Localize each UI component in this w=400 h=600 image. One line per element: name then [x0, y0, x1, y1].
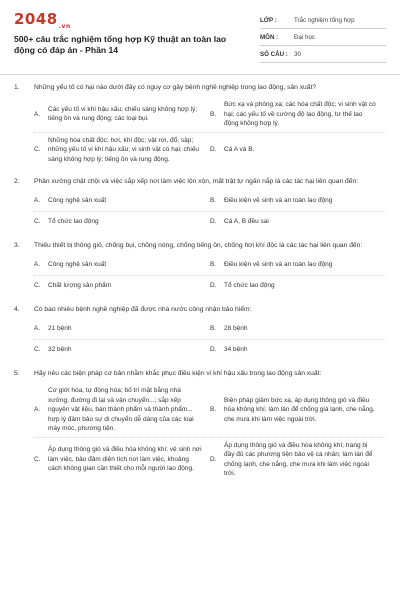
- option-row: [34, 276, 386, 296]
- option-letter: A.: [34, 406, 41, 414]
- option-d[interactable]: [210, 340, 386, 360]
- option-text: Những hóa chất độc; hơi, khí độc; vật rơi, đổ, sập; những yếu tố vi khí hậu xấu; vi sinh vật có hại; chiếu sáng không hợp lý; tiếng ồn và rung động.: [48, 136, 200, 163]
- option-row: [34, 255, 386, 276]
- option-letter: D.: [210, 345, 217, 353]
- option-text: Áp dụng thông gió và điều hòa không khí; vệ sinh nơi làm việc, bảo đảm diện tích nơi làm việc, khoảng cách không gian cần thiết cho mỗi người lao động.: [48, 446, 202, 473]
- option-text: Tổ chức lao động: [224, 281, 275, 289]
- meta-row-count: [260, 46, 386, 63]
- meta-key: LỚP :: [260, 16, 277, 24]
- question-text: [14, 305, 386, 315]
- option-letter: B.: [210, 261, 217, 269]
- meta-key: MÔN :: [260, 33, 279, 41]
- answer-options: [34, 255, 386, 295]
- option-b[interactable]: [210, 319, 386, 339]
- option-d[interactable]: [210, 212, 386, 232]
- option-text: Điều kiện vệ sinh và an toàn lao động: [224, 261, 333, 268]
- option-letter: B.: [210, 197, 217, 205]
- option-letter: D.: [210, 217, 217, 225]
- question-text: [14, 369, 386, 379]
- option-letter: C.: [34, 345, 41, 353]
- option-row: [34, 340, 386, 360]
- answer-options: [34, 319, 386, 359]
- option-a[interactable]: [34, 383, 210, 437]
- option-b[interactable]: [210, 255, 386, 275]
- option-b[interactable]: [210, 97, 386, 132]
- question-2: [14, 177, 386, 231]
- document-meta: [260, 12, 386, 63]
- option-row: [34, 212, 386, 232]
- header-left: [14, 10, 244, 56]
- option-a[interactable]: [34, 191, 210, 211]
- option-text: Tổ chức lao động: [48, 217, 99, 225]
- question-text: [14, 177, 386, 187]
- option-letter: D.: [210, 146, 217, 154]
- question-text: [14, 83, 386, 93]
- meta-key: SỐ CÂU :: [260, 50, 288, 58]
- option-text: Cả A và B.: [224, 146, 255, 153]
- option-text: 34 bệnh: [224, 345, 248, 353]
- option-text: Điều kiện vệ sinh và an toàn lao động: [224, 197, 333, 204]
- option-row: [34, 383, 386, 438]
- option-text: Áp dụng thông gió và điều hòa không khí; trang bị đầy đủ các phương tiện bảo vệ cá nhân; làm lán để chống lạnh, che nắng, che mưa khi làm việc ngoài trời.: [224, 441, 373, 477]
- question-text: [14, 241, 386, 251]
- option-row: [34, 438, 386, 482]
- question-number: 4.: [14, 306, 20, 313]
- answer-options: [34, 97, 386, 167]
- option-d[interactable]: [210, 438, 386, 482]
- meta-row-class: [260, 12, 386, 29]
- meta-value: Đại học: [294, 33, 315, 41]
- option-c[interactable]: [34, 276, 210, 296]
- option-text: Biện pháp giảm bức xạ, áp dụng thông gió và điều hòa không khí; làm lán để chống giá lạnh, che nắng, che mưa khi làm việc ngoài trời.: [224, 396, 375, 423]
- question-number: 5.: [14, 370, 20, 377]
- document-header: [14, 10, 386, 68]
- question-1: [14, 83, 386, 167]
- option-a[interactable]: [34, 255, 210, 275]
- option-d[interactable]: [210, 276, 386, 296]
- option-text: 32 bệnh: [48, 345, 72, 353]
- option-letter: A.: [34, 197, 41, 205]
- question-body: Những yếu tố có hại nào dưới đây có nguy cơ gây bệnh nghề nghiệp trong lao động, sản xuất?: [34, 84, 317, 91]
- option-letter: C.: [34, 146, 41, 154]
- question-4: [14, 305, 386, 359]
- option-letter: D.: [210, 456, 217, 463]
- logo-sub: .vn: [58, 23, 71, 30]
- question-number: 2.: [14, 178, 20, 185]
- option-letter: A.: [34, 261, 41, 269]
- option-text: Cơ giới hóa, tự động hóa; bố trí mặt bằng nhà xưởng, đường đi lại và vận chuyển...; sắp xếp nguyên vật liệu, bán thành phẩm và thành phẩm... hợp lý đảm bảo sự di chuyển dễ dàng của các loại máy móc, phương tiện.: [48, 387, 194, 432]
- option-letter: D.: [210, 281, 217, 289]
- option-letter: C.: [34, 281, 41, 289]
- option-row: [34, 133, 386, 168]
- option-letter: C.: [34, 456, 41, 463]
- option-letter: B.: [210, 406, 217, 414]
- option-text: Bức xạ và phóng xạ; các hóa chất độc; vi sinh vật có hại; các yếu tố về cường độ lao động, tư thế lao động không hợp lý.: [224, 101, 376, 127]
- option-text: Cả A, B đều sai: [224, 217, 269, 225]
- option-letter: B.: [210, 110, 217, 118]
- answer-options: [34, 191, 386, 231]
- option-row: [34, 191, 386, 212]
- meta-row-subject: [260, 29, 386, 46]
- question-number: 3.: [14, 242, 20, 249]
- option-c[interactable]: [34, 133, 210, 168]
- document-title: 500+ câu trắc nghiệm tổng hợp Kỹ thuật an toàn lao động có đáp án - Phần 14: [14, 34, 227, 55]
- question-body: Hãy nêu các biện pháp cơ bản nhằm khắc phục điều kiện vi khí hậu xấu trong lao động sản xuất:: [34, 370, 322, 377]
- option-text: Công nghệ sản xuất: [48, 261, 107, 268]
- option-d[interactable]: [210, 133, 386, 168]
- question-3: [14, 241, 386, 295]
- option-c[interactable]: [34, 212, 210, 232]
- question-number: 1.: [14, 84, 20, 91]
- question-5: [14, 369, 386, 482]
- option-c[interactable]: [34, 340, 210, 360]
- option-text: 28 bệnh: [224, 325, 248, 332]
- meta-value: 30: [294, 50, 301, 58]
- question-body: Có bao nhiêu bệnh nghề nghiệp đã được nhà nước công nhận bảo hiểm:: [34, 306, 252, 313]
- option-b[interactable]: [210, 383, 386, 437]
- site-logo[interactable]: [14, 10, 244, 30]
- option-letter: A.: [34, 110, 41, 118]
- answer-options: [34, 383, 386, 482]
- question-body: Thiếu thiết bị thông gió, chống bụi, chống nóng, chống tiếng ồn, chống hơi khí độc là các tác hại liên quan đến:: [34, 242, 363, 249]
- option-letter: A.: [34, 325, 41, 333]
- logo-main: 2048: [14, 10, 58, 28]
- option-a[interactable]: [34, 97, 210, 132]
- option-row: [34, 97, 386, 133]
- option-letter: C.: [34, 217, 41, 225]
- option-letter: B.: [210, 325, 217, 333]
- option-b[interactable]: [210, 191, 386, 211]
- option-text: 21 bệnh: [48, 325, 72, 332]
- option-a[interactable]: [34, 319, 210, 339]
- option-text: Công nghệ sản xuất: [48, 197, 107, 204]
- question-body: Phân xưởng chật chội và việc sắp xếp nơi làm việc lộn xộn, mất trật tự ngăn nắp là các tác hại liên quan đến:: [34, 178, 359, 185]
- header-divider: [0, 74, 400, 75]
- option-row: [34, 319, 386, 340]
- option-text: Chất lượng sản phẩm: [48, 281, 112, 289]
- option-c[interactable]: [34, 438, 210, 482]
- meta-value: Trắc nghiệm tổng hợp: [294, 16, 355, 24]
- option-text: Các yếu tố vi khí hậu xấu; chiếu sáng không hợp lý; tiếng ồn và rung động; các loại bụi.: [48, 105, 198, 123]
